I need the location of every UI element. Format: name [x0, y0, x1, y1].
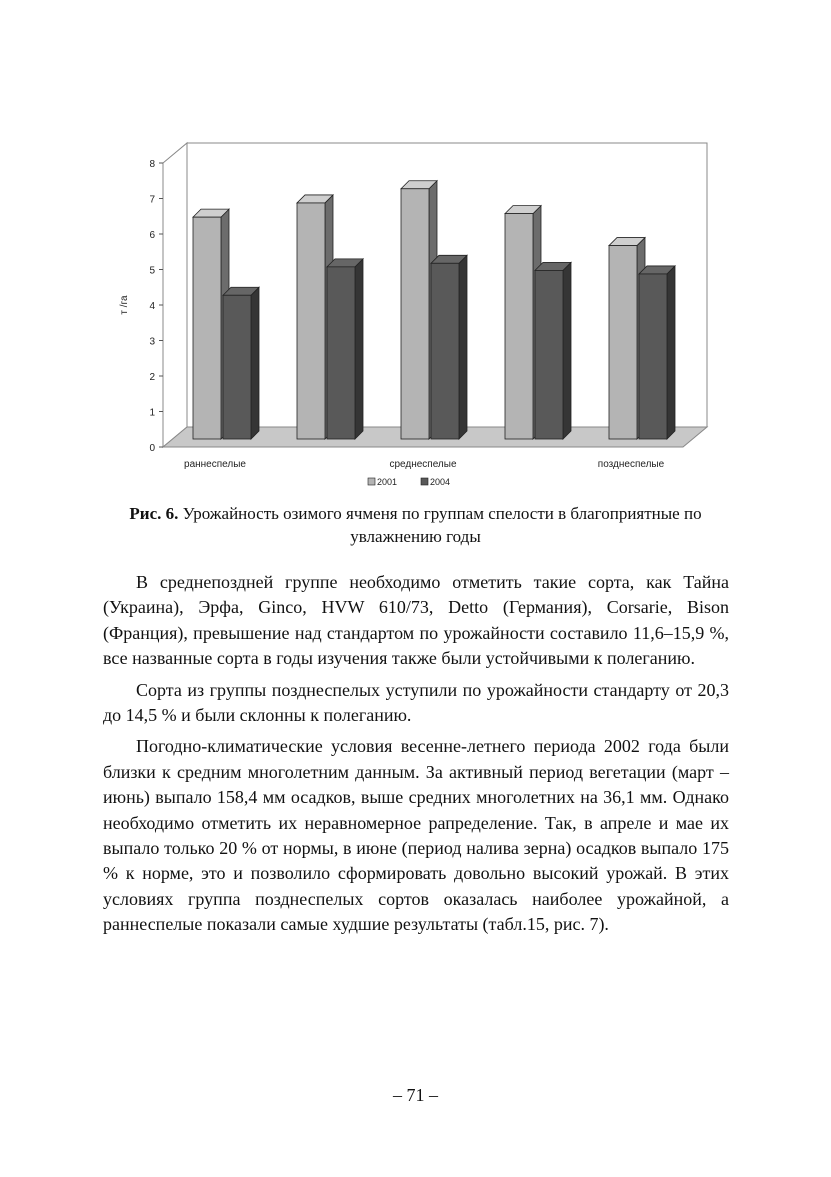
figure-caption: [100, 502, 731, 548]
bar-side: [667, 266, 675, 439]
bar-2004-2: [431, 255, 467, 439]
y-tick-label: 5: [149, 265, 155, 277]
bar-front: [327, 267, 355, 439]
y-tick-label: 8: [149, 159, 155, 170]
bar-front: [401, 189, 429, 439]
bar-2004-0: [223, 287, 259, 439]
bar-front: [609, 246, 637, 439]
page-number: – 71 –: [393, 1085, 438, 1105]
bar-2004-1: [327, 259, 363, 439]
chart-side-wall: [163, 143, 187, 447]
y-tick-label: 6: [149, 230, 155, 241]
legend-swatch: [421, 478, 428, 485]
y-tick-label: 4: [149, 301, 155, 312]
bar-front: [505, 214, 533, 439]
x-category-label: позднеспелые: [597, 459, 665, 470]
bar-front: [297, 203, 325, 439]
y-tick-label: 7: [149, 194, 155, 206]
bar-front: [535, 270, 563, 439]
legend-label: 2001: [377, 477, 398, 487]
x-category-label: среднеспелые: [389, 459, 457, 470]
figure-label: Рис. 6.: [129, 504, 179, 523]
bar-front: [223, 295, 251, 439]
bar-2004-4: [639, 266, 675, 439]
body-text: [103, 570, 729, 944]
y-tick-label: 1: [149, 407, 155, 419]
paragraph: В среднепоздней группе необходимо отметить такие сорта, как Тайна (Украина), Эрфа, Ginco, HVW 610/73, Detto (Германия), Corsarie, Bison (Франция), превышение над стандартом по урожайности составило 11,6–15,9 %, все названные сорта в годы изучения также были устойчивыми к полеганию.: [103, 572, 729, 669]
legend-label: 2004: [430, 477, 451, 487]
y-tick-label: 0: [149, 443, 155, 454]
bar-side: [563, 262, 571, 439]
figure-caption-text: Урожайность озимого ячменя по группам спелости в благоприятные по увлажнению годы: [182, 504, 702, 546]
y-axis-label: т /га: [119, 295, 130, 315]
bar-side: [251, 287, 259, 439]
legend-swatch: [368, 478, 375, 485]
y-tick-label: 2: [149, 372, 155, 383]
paragraph: Сорта из группы позднеспелых уступили по урожайности стандарту от 20,3 до 14,5 % и были склонны к полеганию.: [103, 679, 729, 726]
bar-2004-3: [535, 262, 571, 439]
bar-chart: [0, 0, 831, 500]
x-category-label: раннеспелые: [184, 459, 246, 470]
bar-side: [459, 255, 467, 439]
bar-front: [431, 263, 459, 439]
bar-side: [355, 259, 363, 439]
bar-front: [193, 217, 221, 439]
paragraph: Погодно-климатические условия весенне-летнего периода 2002 года были близки к средним многолетним данным. За активный период вегетации (март – июнь) выпало 158,4 мм осадков, выше средних многолетних на 36,1 мм. Однако необходимо отметить их неравномерное рапределение. Так, в апреле и мае их выпало только 20 % от нормы, в июне (период налива зерна) осадков выпало 175 % к норме, это и позволило сформировать довольно высокий урожай. В этих условиях группа позднеспелых сортов оказалась наиболее урожайной, а раннеспелые показали самые худшие результаты (табл.15, рис. 7).: [103, 736, 729, 935]
bar-front: [639, 274, 667, 439]
y-tick-label: 3: [149, 336, 155, 348]
